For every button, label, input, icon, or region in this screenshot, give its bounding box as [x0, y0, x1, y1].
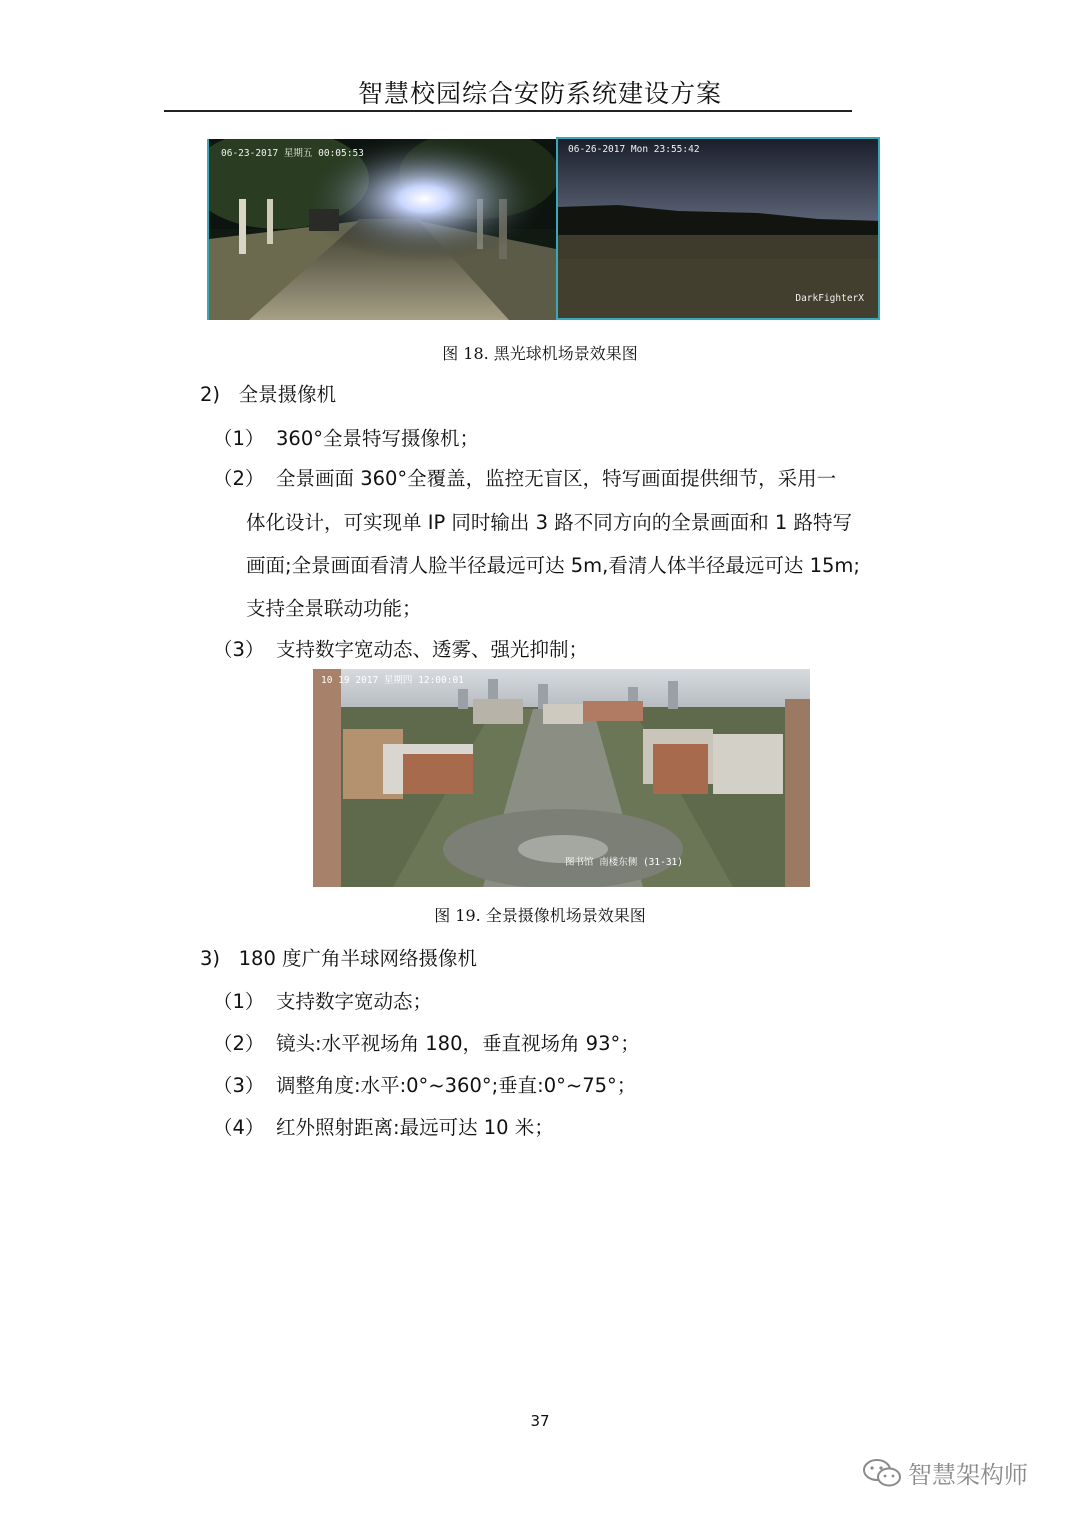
panorama-campus-photo: [313, 669, 810, 887]
list-item: [213, 463, 836, 491]
list-item-continuation: 体化设计，可实现单 IP 同时输出 3 路不同方向的全景画面和 1 路特写: [246, 511, 853, 534]
list-item-continuation: 画面;全景画面看清人脸半径最远可达 5m,看清人体半径最远可达 15m;: [246, 554, 860, 577]
page-number: 37: [530, 1412, 550, 1430]
section-title: 全景摄像机: [238, 383, 337, 406]
list-item-number: （1）: [213, 427, 265, 450]
section-3-heading: [200, 943, 477, 971]
list-item: [213, 1070, 636, 1098]
list-item-continuation: 支持全景联动功能；: [246, 597, 422, 620]
list-item-number: （2）: [213, 467, 265, 490]
section-title: 180 度广角半球网络摄像机: [238, 947, 478, 970]
list-item-text: 支持数字宽动态；: [276, 990, 433, 1013]
camera-location-label: 图书馆 南楼东侧 (31-31): [565, 857, 683, 868]
watermark: [862, 1455, 1028, 1490]
wechat-icon: [862, 1457, 902, 1489]
video-timestamp: 06-26-2017 Mon 23:55:42: [568, 144, 700, 155]
list-item: [213, 423, 479, 451]
list-item-number: （3）: [213, 1074, 265, 1097]
list-item-number: （2）: [213, 1032, 265, 1055]
night-field-photo: [556, 137, 880, 320]
panorama-campus-image: [313, 669, 810, 887]
list-item: [213, 1028, 640, 1056]
section-number: 3): [200, 947, 221, 970]
darkfighterx-badge: DarkFighterX: [795, 293, 864, 304]
list-item-number: （1）: [213, 990, 265, 1013]
list-item-text: 360°全景特写摄像机；: [276, 427, 479, 450]
night-street-photo: [207, 139, 556, 320]
list-item-text: 全景画面 360°全覆盖，监控无盲区，特写画面提供细节，采用一: [276, 467, 837, 490]
figure-18-caption: 图 18. 黑光球机场景效果图: [442, 344, 638, 363]
page-header-title: 智慧校园综合安防系统建设方案: [357, 79, 722, 108]
section-2-heading: [200, 379, 336, 407]
list-item-text: 红外照射距离:最远可达 10 米；: [276, 1116, 554, 1139]
header-divider: [164, 110, 852, 112]
figure-19-caption: 图 19. 全景摄像机场景效果图: [434, 906, 646, 925]
list-item: [213, 1112, 554, 1140]
night-street-image: [209, 139, 556, 320]
list-item: [213, 986, 432, 1014]
watermark-text: 智慧架构师: [908, 1461, 1028, 1489]
list-item-text: 支持数字宽动态、透雾、强光抑制；: [276, 638, 589, 661]
list-item-number: （4）: [213, 1116, 265, 1139]
list-item-text: 调整角度:水平:0°~360°;垂直:0°~75°；: [276, 1074, 637, 1097]
list-item-text: 镜头:水平视场角 180，垂直视场角 93°；: [276, 1032, 640, 1055]
video-timestamp: 10 19 2017 星期四 12:00:01: [321, 675, 464, 686]
section-number: 2): [200, 383, 221, 406]
video-timestamp: 06-23-2017 星期五 00:05:53: [221, 148, 364, 159]
list-item: [213, 634, 588, 662]
list-item-number: （3）: [213, 638, 265, 661]
